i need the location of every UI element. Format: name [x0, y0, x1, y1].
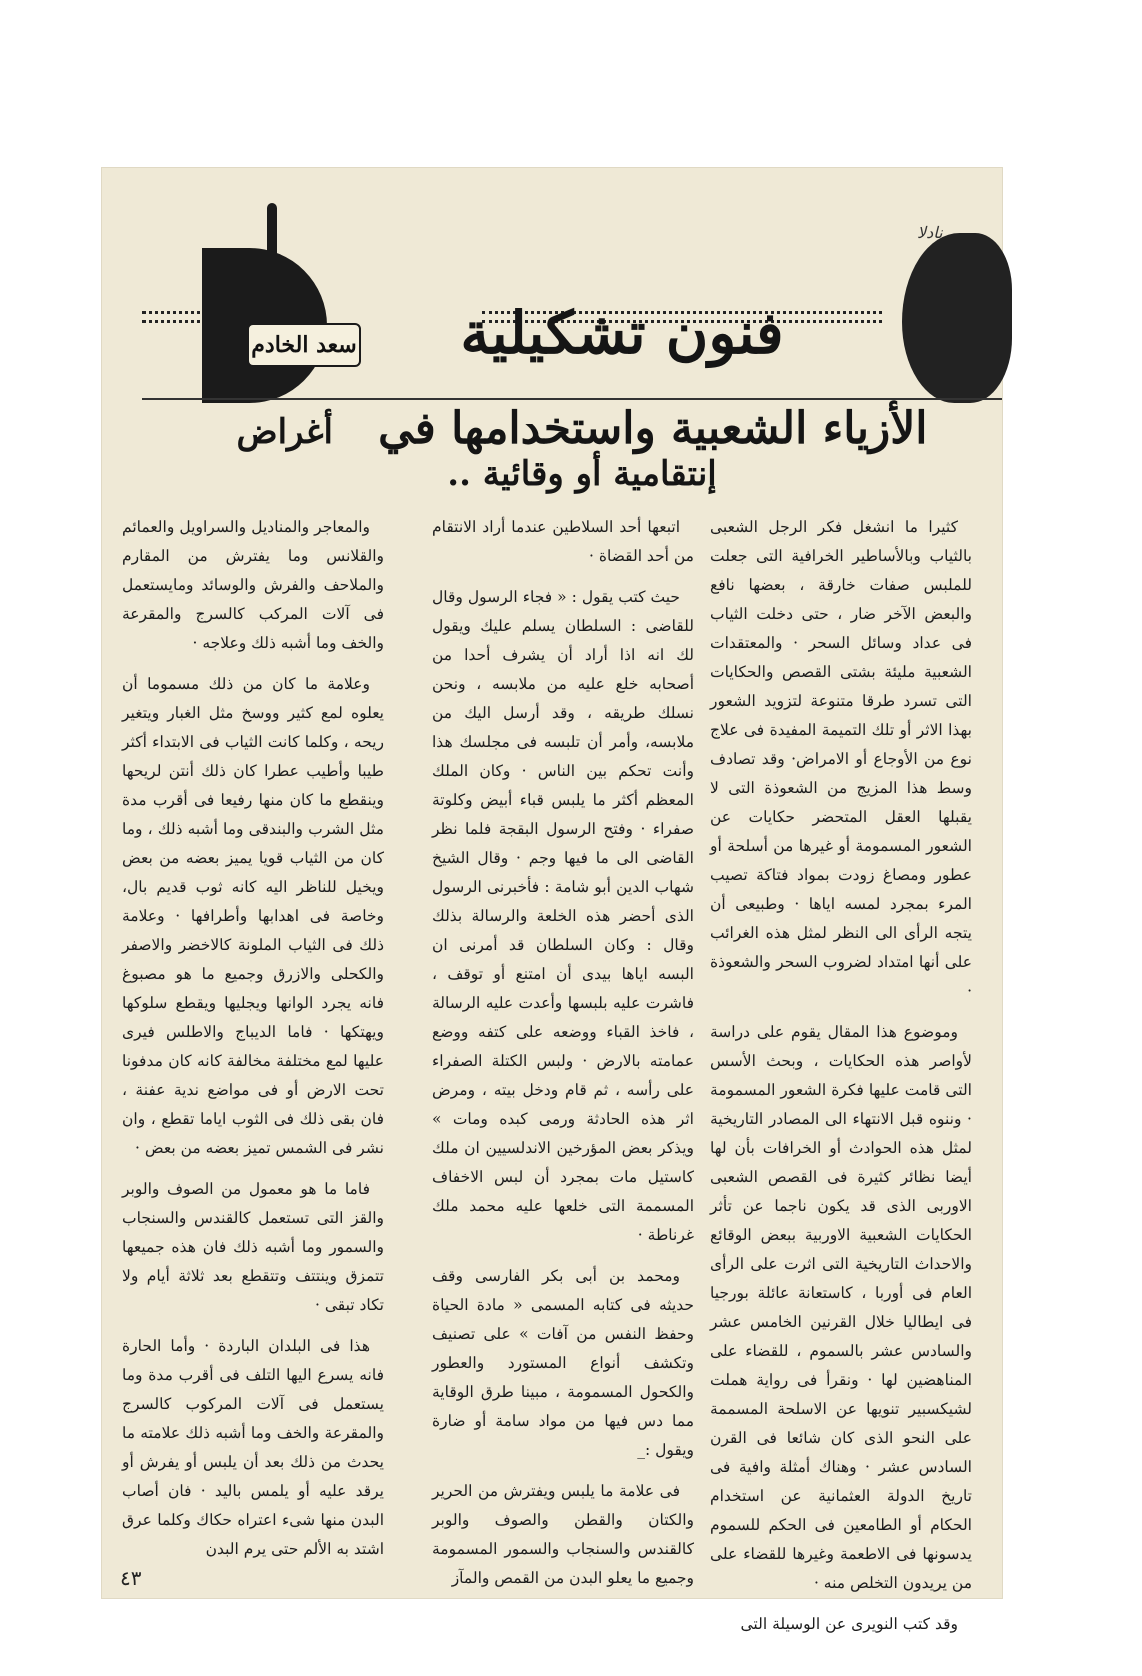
article-column-middle [432, 513, 694, 1587]
paragraph: اتبعها أحد السلاطين عندما أراد الانتقام من أحد القضاة · [432, 518, 694, 565]
paragraph: كثيرا ما انشغل فكر الرجل الشعبى بالثياب وبالأساطير الخرافية التى جعلت للملبس صفات خارقة ، بعضها نافع والبعض الآخر ضار ، حتى دخلت الثياب فى عداد وسائل السحر · والمعتقدات الشعبية مليئة بشتى القصص والحكايات التى تسرد طرقا متنوعة لتزويد الشعور بهذا الاثر أو تلك التميمة المفيدة فى علاج نوع من الأوجاع أو الامراض· وقد تصادف وسط هذا المزيج من الشعوذة التى لا يقبلها العقل المتحضر حكايات عن الشعور المسمومة أو غيرها من أسلحة أو عطور ومصاغ زودت بمواد فتاكة تصيب المرء بمجرد لمسه اياها · وطبيعى أن يتجه الرأى الى النظر لمثل هذه الغرائب على أنها امتداد لضروب السحر والشعوذة · [710, 518, 972, 1000]
author-name: سعد الخادم [247, 323, 361, 367]
paragraph: وقد كتب النويرى عن الوسيلة التى [740, 1615, 958, 1633]
paragraph: فاما ما هو معمول من الصوف والوبر والقز التى تستعمل كالقندس والسنجاب والسمور وما أشبه ذلك فان هذه جميعها تتمزق وينتتف وتتقطع بعد ثلاثة أيام ولا تكاد تبقى · [122, 1180, 384, 1314]
artist-signature: نادلا [917, 223, 943, 242]
page-number: ٤٣ [120, 1566, 142, 1590]
paragraph: هذا فى البلدان الباردة · وأما الحارة فانه يسرع اليها التلف فى أقرب مدة وما يستعمل فى آلات المركوب كالسرج والمقرعة والخف وما أشبه ذلك علامته ما يحدث من ذلك بعد أن يلبس أو يفرش أو يرقد عليه أو يلمس باليد · فان أصاب البدن منها شىء اعتراه حكاك وكلما عرق اشتد به الألم حتى يرم البدن [122, 1337, 384, 1558]
magazine-page [102, 168, 1002, 1633]
paragraph: حيث كتب يقول : « فجاء الرسول وقال للقاضى : السلطان يسلم عليك ويقول لك انه اذا أراد أن يشرف أحدا من أصحابه خلع عليه من ملابسه ، ونحن نسلك طريقه ، وقد أرسل اليك من ملابسه، وأمر أن تلبسه فى مجلسك هذا وأنت تحكم بين الناس · وكان الملك المعظم أكثر ما يلبس قباء أبيض وكلوتة صفراء · وفتح الرسول البقجة فلما نظر القاضى الى ما فيها وجم · وقال الشيخ شهاب الدين أبو شامة : فأخبرنى الرسول الذى أحضر هذه الخلعة والرسالة بذلك وقال : وكان السلطان قد أمرنى ان البسه اياها بيدى أن امتنع أو توقف ، فاشرت عليه بلبسها وأعدت عليه الرسالة ، فاخذ القباء ووضعه على كتفه ووضع عمامته بالارض · ولبس الكتلة الصفراء على رأسه ، ثم قام ودخل بيته ، ومرض اثر هذه الحادثة ورمى كبده ومات » ويذكر بعض المؤرخين الاندلسيين ان ملك كاستيل مات بمجرد أن لبس الاخفاف المسممة التى خلعها عليه محمد ملك غرناطة · [432, 588, 694, 1244]
headline-main: الأزياء الشعبية واستخدامها في [378, 403, 928, 454]
article-column-left [122, 513, 384, 1573]
section-banner [142, 203, 1002, 393]
paragraph: ومحمد بن أبى بكر الفارسى وقف حديثه فى كتابه المسمى « مادة الحياة وحفظ النفس من آفات » على تصنيف وتكشف أنواع المستورد والعطور والكحول المسمومة ، مبينا طرق الوقاية مما دس فيها من مواد سامة أو ضارة ويقول :_ [432, 1267, 694, 1459]
paragraph: فى علامة ما يلبس ويفترش من الحرير والكتان والقطن والصوف والوبر كالقندس والسنجاب والسمور المسمومة وجميع ما يعلو البدن من القمص والمآز [432, 1482, 694, 1587]
banner-rule [142, 398, 1002, 400]
article-headline [202, 403, 962, 513]
paragraph: والمعاجر والمناديل والسراويل والعمائم والقلانس وما يفترش من المقارم والملاحف والفرش والوسائد ومايستعمل فى آلات المركب كالسرج والمقرعة والخف وما أشبه ذلك وعلاجه · [122, 518, 384, 652]
section-title: فنون تشكيلية [460, 299, 784, 367]
paragraph: وعلامة ما كان من ذلك مسموما أن يعلوه لمع كثير ووسخ مثل الغبار ويتغير ريحه ، وكلما كانت الثياب فى الابتداء أكثر طيبا وأطيب عطرا كان ذلك أنتن لريحها وينقطع ما كان منها رفيعا فى أقرب مدة مثل الشرب والبندقى وما أشبه ذلك ، وما كان من الثياب قويا يميز بعضه من بعض ويخيل للناظر اليه كانه ثوب قديم بال، وخاصة فى اهدابها وأطرافها · وعلامة ذلك فى الثياب الملونة كالاخضر والاصفر والكحلى والازرق وجميع ما هو مصبوغ فانه يجرد الوانها ويجليها ويقطع سلوكها ويهتكها · فاما الديباج والاطلس فيرى عليها لمع مختلفة مخالفة كانه كان مدفونا تحت الارض أو فى مواضع ندية عفنة ، فان بقى ذلك فى الثوب اياما تقطع ، وان نشر فى الشمس تميز بعضه من بعض · [122, 675, 384, 1157]
profile-silhouette-illustration [902, 233, 1012, 403]
article-column-right [710, 513, 972, 1633]
paragraph: وموضوع هذا المقال يقوم على دراسة لأواصر هذه الحكايات ، وبحث الأسس التى قامت عليها فكرة الشعور المسمومة · وننوه قبل الانتهاء الى المصادر التاريخية لمثل هذه الحوادث أو الخرافات بأن لها أيضا نظائر كثيرة فى القصص الشعبى الاوربى الذى قد يكون ناجما عن تأثر الحكايات الشعبية الاوربية ببعض الوقائع والاحداث التاريخية التى اثرت على الرأى العام فى أوربا ، كاستعانة عائلة بورجيا فى ايطاليا خلال القرنين الخامس عشر والسادس عشر بالسموم ، للقضاء على المناهضين لها · ونقرأ فى رواية هملت لشيكسبير تنويها عن الاسلحة المسممة على النحو الذى كان شائعا فى القرن السادس عشر · وهناك أمثلة وافية فى تاريخ الدولة العثمانية عن استخدام الحكام أو الطامعين فى الحكم للسموم يدسونها فى الاطعمة وغيرها للقضاء على من يريدون التخلص منه · [710, 1023, 972, 1592]
headline-sub: أغراض إنتقامية أو وقائية .. [236, 412, 717, 494]
